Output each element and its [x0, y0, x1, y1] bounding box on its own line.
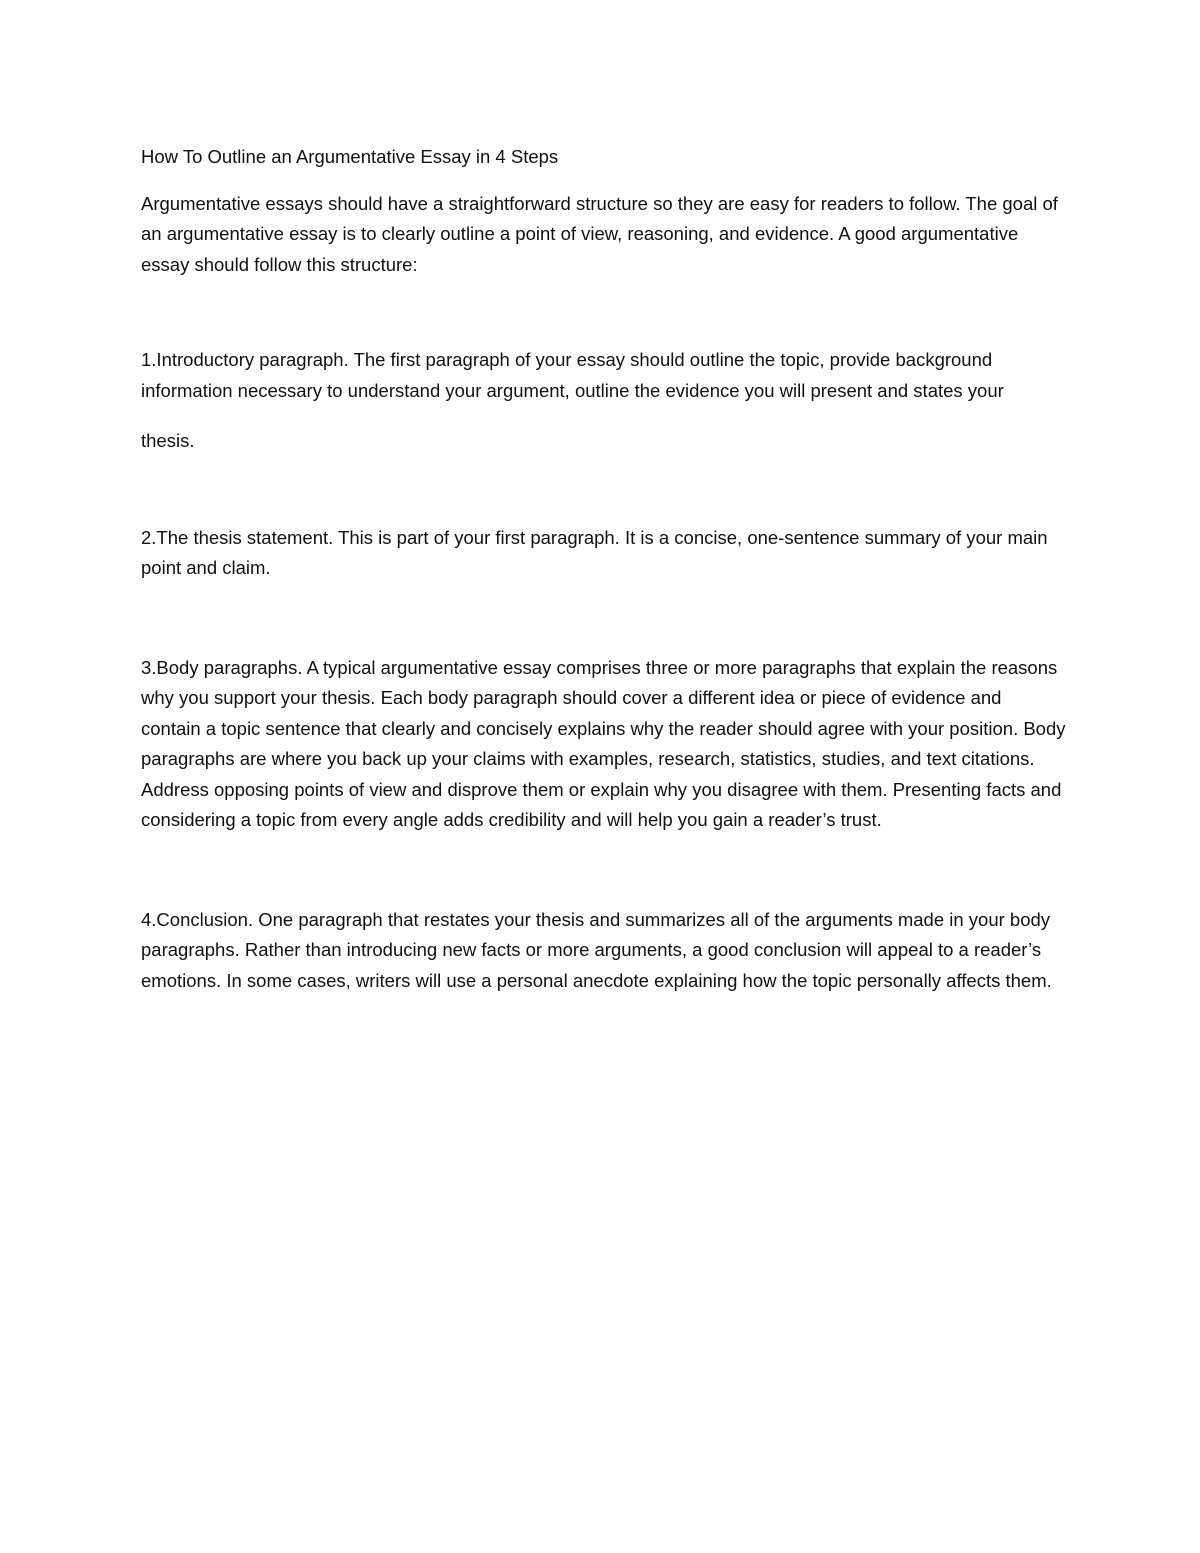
step-4-paragraph: 4.Conclusion. One paragraph that restates your thesis and summarizes all of the arguments made in your body paragraphs. Rather than introducing new facts or more arguments, a good conclusion will appeal to a reader’s emotions. In some cases, writers will use a personal anecdote explaining how the topic personally affects them. [141, 908, 1052, 991]
document-body [141, 142, 1066, 996]
step-2-paragraph: 2.The thesis statement. This is part of your first paragraph. It is a concise, one-sentence summary of your main point and claim. [141, 526, 1048, 578]
step-1-continuation: thesis. [141, 430, 195, 451]
step-1-paragraph: 1.Introductory paragraph. The first paragraph of your essay should outline the topic, provide background information necessary to understand your argument, outline the evidence you will present and states your [141, 349, 1004, 401]
document-title: How To Outline an Argumentative Essay in 4 Steps [141, 146, 559, 167]
intro-paragraph: Argumentative essays should have a straightforward structure so they are easy for readers to follow. The goal of an argumentative essay is to clearly outline a point of view, reasoning, and evidence. A good argumentative essay should follow this structure: [141, 192, 1058, 275]
step-3-paragraph: 3.Body paragraphs. A typical argumentative essay comprises three or more paragraphs that explain the reasons why you support your thesis. Each body paragraph should cover a different idea or piece of evidence and contain a topic sentence that clearly and concisely explains why the reader should agree with your position. Body paragraphs are where you back up your claims with examples, research, statistics, studies, and text citations. Address opposing points of view and disprove them or explain why you disagree with them. Presenting facts and considering a topic from every angle adds credibility and will help you gain a reader’s trust. [141, 656, 1066, 830]
